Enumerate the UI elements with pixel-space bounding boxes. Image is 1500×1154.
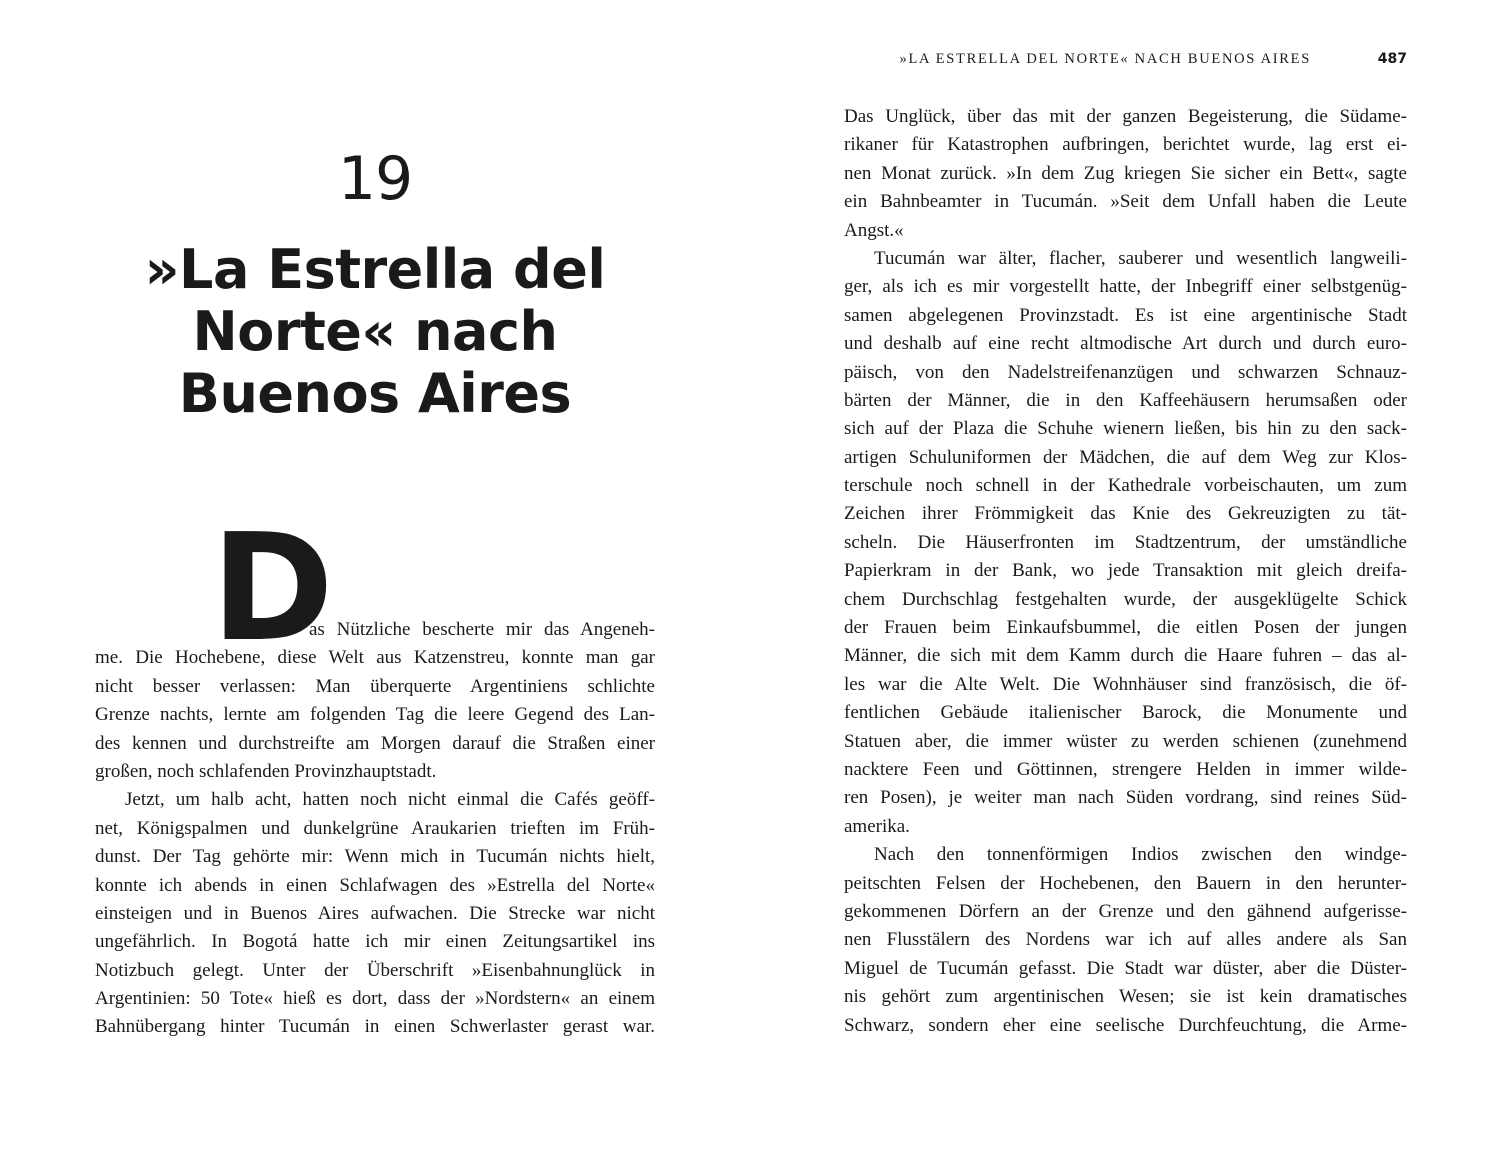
text-line: chem Durchschlag festgehalten wurde, der ausgeklügelte Schick (844, 588, 1407, 610)
text-line: me. Die Hochebene, diese Welt aus Katzenstreu, konnte man gar (95, 647, 655, 669)
text-line: Papierkram in der Bank, wo jede Transaktion mit gleich dreifa- (844, 560, 1407, 582)
text-line: ein Bahnbeamter in Tucumán. »Seit dem Unfall haben die Leute (844, 191, 1407, 213)
text-line: des kennen und durchstreifte am Morgen darauf die Straßen einer (95, 732, 655, 754)
chapter-title-line: »La Estrella del (144, 238, 606, 301)
text-line: nacktere Feen und Göttinnen, strengere Helden in immer wilde- (844, 758, 1407, 780)
text-line: as Nützliche bescherte mir das Angeneh- (309, 619, 655, 640)
chapter-number: 19 (337, 144, 413, 214)
chapter-title-line: Norte« nach (192, 300, 558, 363)
text-line: Das Unglück, über das mit der ganzen Begeisterung, die Südame- (844, 106, 1407, 127)
text-line: Tucumán war älter, flacher, sauberer und wesentlich langweili- (874, 247, 1407, 269)
text-line: terschule noch schnell in der Kathedrale vorbeischauten, um zum (844, 475, 1407, 497)
text-line: Bahnübergang hinter Tucumán in einen Schwerlaster gerast war. (95, 1016, 655, 1038)
text-line: ungefährlich. In Bogotá hatte ich mir einen Zeitungsartikel ins (95, 931, 655, 953)
text-line: Notizbuch gelegt. Unter der Überschrift »Eisenbahnunglück in (95, 959, 655, 981)
text-line: nicht besser verlassen: Man überquerte Argentiniens schlichte (95, 675, 655, 697)
running-head-title: »LA ESTRELLA DEL NORTE« NACH BUENOS AIRES (899, 51, 1311, 67)
text-line: Miguel de Tucumán gefasst. Die Stadt war düster, aber die Düster- (844, 957, 1407, 979)
text-line: scheln. Die Häuserfronten im Stadtzentrum, der umständliche (844, 531, 1407, 553)
text-line: gekommenen Dörfern an der Grenze und den gähnend aufgerisse- (844, 900, 1407, 922)
chapter-title (95, 239, 655, 425)
text-line: amerika. (844, 815, 910, 837)
text-line: ren Posen), je weiter man nach Süden vordrang, sind reines Süd- (844, 787, 1407, 809)
text-line: Angst.« (844, 219, 904, 241)
left-body-text (95, 616, 655, 1042)
text-line: und deshalb auf eine recht altmodische Art durch und durch euro- (844, 333, 1407, 355)
text-line: Statuen aber, die immer wüster zu werden schienen (zunehmend (844, 730, 1407, 752)
text-line: nis gehört zum argentinischen Wesen; sie ist kein dramatisches (844, 986, 1407, 1008)
text-line: großen, noch schlafenden Provinzhauptstadt. (95, 760, 437, 782)
text-line: artigen Schuluniformen der Mädchen, die auf dem Weg zur Klos- (844, 446, 1407, 468)
text-line: Männer, die sich mit dem Kamm durch die Haare fuhren – das al- (844, 645, 1407, 667)
running-head (844, 48, 1407, 70)
text-line: Schwarz, sondern eher eine seelische Durchfeuchtung, die Arme- (844, 1014, 1407, 1036)
text-line: fentlichen Gebäude italienischer Barock, die Monumente und (844, 702, 1407, 724)
text-line: sich auf der Plaza die Schuhe wienern ließen, bis hin zu den sack- (844, 418, 1407, 440)
text-line: der Frauen beim Einkaufsbummel, die eitlen Posen der jungen (844, 617, 1407, 639)
text-line: Argentinien: 50 Tote« hieß es dort, dass der »Nordstern« an einem (95, 988, 655, 1010)
text-line: einsteigen und in Buenos Aires aufwachen. Die Strecke war nicht (95, 902, 655, 924)
text-line: Jetzt, um halb acht, hatten noch nicht einmal die Cafés geöff- (125, 789, 655, 811)
text-line: Nach den tonnenförmigen Indios zwischen den windge- (874, 844, 1407, 866)
text-line: dunst. Der Tag gehörte mir: Wenn mich in Tucumán nichts hielt, (95, 846, 655, 868)
text-line: Grenze nachts, lernte am folgenden Tag die leere Gegend des Lan- (95, 704, 655, 726)
text-line: konnte ich abends in einen Schlafwagen des »Estrella del Norte« (95, 874, 655, 896)
text-line: samen abgelegenen Provinzstadt. Es ist eine argentinische Stadt (844, 304, 1407, 326)
right-body-text (844, 103, 1407, 1040)
right-page (750, 0, 1500, 1154)
text-line: bärten der Männer, die in den Kaffeehäusern herumsaßen oder (844, 389, 1407, 411)
chapter-title-line: Buenos Aires (178, 362, 572, 425)
text-line: päisch, von den Nadelstreifenanzügen und schwarzen Schnauz- (844, 361, 1407, 383)
drop-cap: D (211, 502, 332, 674)
text-line: les war die Alte Welt. Die Wohnhäuser sind französisch, die öf- (844, 673, 1407, 695)
text-line: rikaner für Katastrophen aufbringen, berichtet wurde, lag erst ei- (844, 134, 1407, 156)
page-number: 487 (1377, 51, 1407, 67)
text-line: ger, als ich es mir vorgestellt hatte, der Inbegriff einer selbstgenüg- (844, 276, 1407, 298)
text-line: nen Flusstälern des Nordens war ich auf alles andere als San (844, 929, 1407, 951)
text-line: peitschten Felsen der Hochebenen, den Bauern in den herunter- (844, 872, 1407, 894)
text-line: net, Königspalmen und dunkelgrüne Araukarien trieften im Früh- (95, 817, 655, 839)
text-line: nen Monat zurück. »In dem Zug kriegen Sie sicher ein Bett«, sagte (844, 162, 1407, 184)
text-line: Zeichen ihrer Frömmigkeit das Knie des Gekreuzigten zu tät- (844, 503, 1407, 525)
